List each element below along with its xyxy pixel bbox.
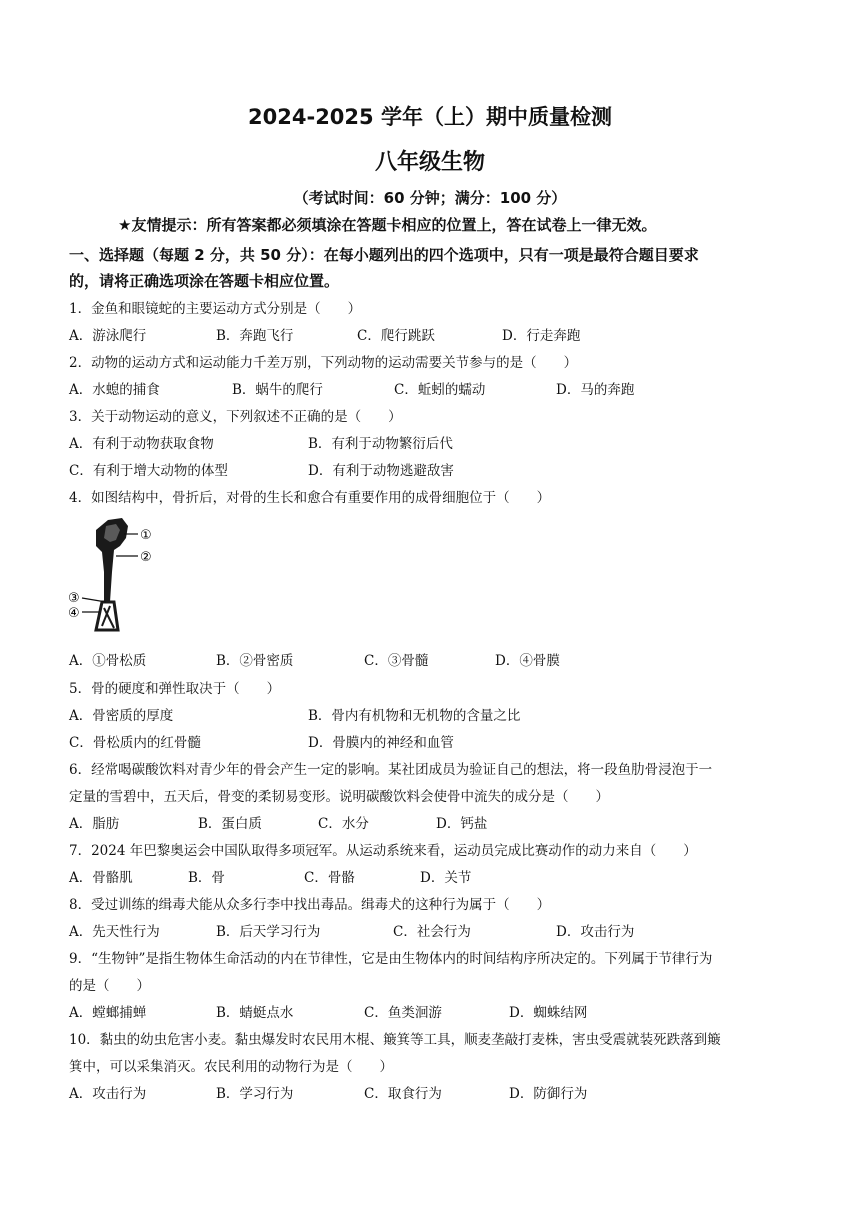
question-5-option-a: A．骨密质的厚度	[69, 708, 174, 724]
question-3-option-d: D．有利于动物逃避敌害	[308, 463, 454, 479]
question-9-stem-line2: 的是（ ）	[69, 978, 150, 994]
question-9-option-c: C．鱼类洄游	[364, 1005, 442, 1021]
question-5-option-c: C．骨松质内的红骨髓	[69, 735, 201, 751]
bone-structure-figure	[66, 512, 166, 637]
question-7-option-d: D．关节	[420, 870, 472, 886]
question-10-option-c: C．取食行为	[364, 1086, 442, 1102]
question-10-option-d: D．防御行为	[509, 1086, 588, 1102]
question-6-stem-line2: 定量的雪碧中，五天后，骨变的柔韧易变形。说明碳酸饮料会使骨中流失的成分是（ ）	[69, 789, 609, 805]
question-4-option-b: B．②骨密质	[216, 653, 294, 669]
question-1-option-b: B．奔跑飞行	[216, 328, 294, 344]
question-9-option-b: B．蜻蜓点水	[216, 1005, 294, 1021]
question-2-option-b: B．蜗牛的爬行	[232, 382, 323, 398]
figure-label-4: ④	[68, 606, 80, 621]
question-6-option-a: A．脂肪	[69, 816, 120, 832]
question-10-stem-line1: 10．黏虫的幼虫危害小麦。黏虫爆发时农民用木棍、簸箕等工具，顺麦垄敲打麦株，害虫受震就装死跌落到簸	[69, 1032, 721, 1048]
question-7-stem: 7．2024 年巴黎奥运会中国队取得多项冠军。从运动系统来看，运动员完成比赛动作的动力来自（ ）	[69, 843, 697, 859]
question-8-option-b: B．后天学习行为	[216, 924, 321, 940]
question-4-option-d: D．④骨膜	[495, 653, 560, 669]
question-9-stem-line1: 9．“生物钟”是指生物体生命活动的内在节律性，它是由生物体内的时间结构序所决定的。下列属于节律行为	[69, 951, 713, 967]
figure-label-3: ③	[68, 591, 80, 606]
figure-label-1: ①	[140, 528, 152, 543]
question-9-option-a: A．螳螂捕蝉	[69, 1005, 147, 1021]
exam-info: （考试时间：60 分钟；满分：100 分）	[293, 189, 567, 207]
section-heading-line1: 一、选择题（每题 2 分，共 50 分）：在每小题列出的四个选项中，只有一项是最符合题目要求	[69, 246, 699, 264]
question-2-option-a: A．水螅的捕食	[69, 382, 160, 398]
question-3-option-a: A．有利于动物获取食物	[69, 436, 214, 452]
question-4-option-c: C．③骨髓	[364, 653, 429, 669]
question-10-stem-line2: 箕中，可以采集消灭。农民利用的动物行为是（ ）	[69, 1059, 393, 1075]
question-8-option-c: C．社会行为	[393, 924, 471, 940]
question-5-stem: 5．骨的硬度和弹性取决于（ ）	[69, 681, 281, 697]
pointer-line-3	[82, 598, 106, 602]
subject-title: 八年级生物	[374, 150, 485, 175]
question-6-stem-line1: 6．经常喝碳酸饮料对青少年的骨会产生一定的影响。某社团成员为验证自己的想法，将一段鱼肋骨浸泡于一	[69, 762, 713, 778]
exam-title: 2024-2025 学年（上）期中质量检测	[248, 105, 612, 129]
question-10-option-a: A．攻击行为	[69, 1086, 147, 1102]
section-heading-line2: 的，请将正确选项涂在答题卡相应位置。	[69, 272, 340, 290]
question-2-option-d: D．马的奔跑	[556, 382, 635, 398]
question-8-stem: 8．受过训练的缉毒犬能从众多行李中找出毒品。缉毒犬的这种行为属于（ ）	[69, 897, 551, 913]
question-3-stem: 3．关于动物运动的意义，下列叙述不正确的是（ ）	[69, 409, 402, 425]
question-6-option-b: B．蛋白质	[198, 816, 262, 832]
question-10-option-b: B．学习行为	[216, 1086, 294, 1102]
friendly-tip: ★友情提示：所有答案都必须填涂在答题卡相应的位置上，答在试卷上一律无效。	[118, 216, 657, 234]
question-3-option-b: B．有利于动物繁衍后代	[308, 436, 453, 452]
question-2-stem: 2．动物的运动方式和运动能力千差万别，下列动物的运动需要关节参与的是（ ）	[69, 355, 578, 371]
question-5-option-d: D．骨膜内的神经和血管	[308, 735, 454, 751]
question-3-option-c: C．有利于增大动物的体型	[69, 463, 228, 479]
question-7-option-c: C．骨骼	[304, 870, 355, 886]
question-4-option-a: A．①骨松质	[69, 653, 147, 669]
question-1-stem: 1．金鱼和眼镜蛇的主要运动方式分别是（ ）	[69, 301, 362, 317]
question-2-option-c: C．蚯蚓的蠕动	[394, 382, 486, 398]
question-4-stem: 4．如图结构中，骨折后，对骨的生长和愈合有重要作用的成骨细胞位于（ ）	[69, 490, 551, 506]
question-8-option-d: D．攻击行为	[556, 924, 635, 940]
figure-label-2: ②	[140, 550, 152, 565]
question-7-option-b: B．骨	[188, 870, 225, 886]
question-6-option-c: C．水分	[318, 816, 369, 832]
question-1-option-c: C．爬行跳跃	[357, 328, 435, 344]
question-8-option-a: A．先天性行为	[69, 924, 160, 940]
question-1-option-a: A．游泳爬行	[69, 328, 147, 344]
question-9-option-d: D．蜘蛛结网	[509, 1005, 588, 1021]
question-5-option-b: B．骨内有机物和无机物的含量之比	[308, 708, 521, 724]
question-1-option-d: D．行走奔跑	[502, 328, 581, 344]
question-6-option-d: D．钙盐	[436, 816, 488, 832]
question-7-option-a: A．骨骼肌	[69, 870, 133, 886]
